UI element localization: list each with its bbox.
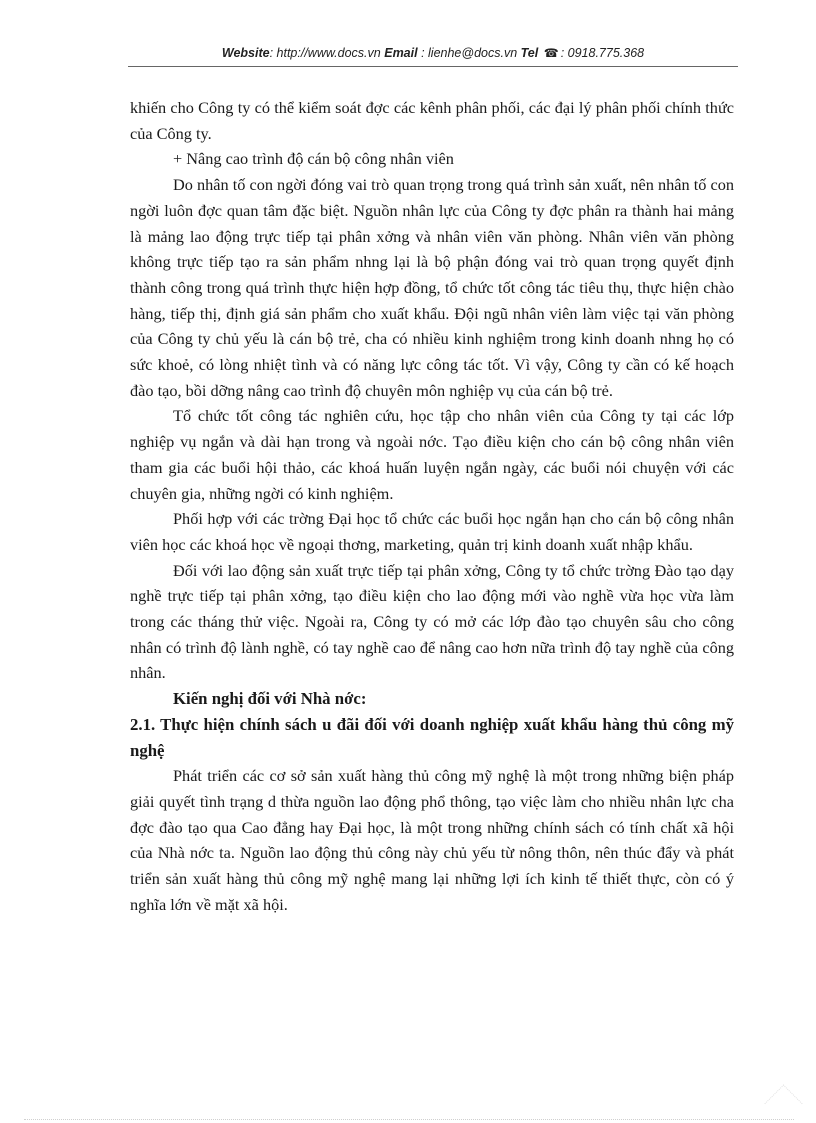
website-label: Website bbox=[221, 46, 270, 60]
email-label: Email bbox=[384, 46, 418, 60]
document-body bbox=[130, 95, 734, 918]
phone-icon: ☎ bbox=[543, 46, 559, 60]
paragraph-7: Phát triển các cơ sở sản xuất hàng thủ công mỹ nghệ là một trong những biện pháp giải quyết tình trạng d thừa nguồn lao động phổ thông, tạo việc làm cho nhiều nhân lực cha đợc đào tạo qua Cao đẳng hay Đại học, là một trong những chính sách có tính chất xã hội của Nhà nớc ta. Nguồn lao động thủ công này chủ yếu từ nông thôn, nên thúc đẩy và phát triển sản xuất hàng thủ công mỹ nghệ mang lại những lợi ích kinh tế thiết thực, còn có ý nghĩa lớn về mặt xã hội. bbox=[130, 766, 734, 914]
paragraph-2: + Nâng cao trình độ cán bộ công nhân viên bbox=[173, 149, 454, 169]
website-value: : http://www.docs.vn bbox=[269, 46, 381, 60]
tel-value: : 0918.775.368 bbox=[560, 46, 645, 60]
page-header bbox=[128, 46, 738, 60]
paragraph-4: Tổ chức tốt công tác nghiên cứu, học tập cho nhân viên của Công ty tại các lớp nghiệp vụ ngắn và dài hạn trong và ngoài nớc. Tạo điều kiện cho cán bộ công nhân viên tham gia các buổi hội thảo, các khoá huấn luyện ngắn ngày, các buổi nói chuyện với các chuyên gia, những ngời có kinh nghiệm. bbox=[130, 406, 734, 503]
tel-label: Tel bbox=[520, 46, 539, 60]
page-corner-mark bbox=[764, 1084, 802, 1122]
subsection-heading: 2.1. Thực hiện chính sách u đãi đối với doanh nghiệp xuất khẩu hàng thủ công mỹ nghệ bbox=[130, 714, 734, 760]
footer-dotted-rule bbox=[24, 1119, 794, 1120]
paragraph-1: khiến cho Công ty có thể kiểm soát đợc các kênh phân phối, các đại lý phân phối chính thức của Công ty. bbox=[130, 98, 734, 143]
email-value: : lienhe@docs.vn bbox=[421, 46, 518, 60]
section-heading: Kiến nghị đối với Nhà nớc: bbox=[173, 689, 367, 709]
paragraph-3: Do nhân tố con ngời đóng vai trò quan trọng trong quá trình sản xuất, nên nhân tố con ngời luôn đợc quan tâm đặc biệt. Nguồn nhân lực của Công ty đợc phân ra thành hai mảng là mảng lao động trực tiếp tại phân xởng và nhân viên văn phòng. Nhân viên văn phòng không trực tiếp tạo ra sản phẩm nhng lại là bộ phận đóng vai trò quan trọng quyết định thành công trong quá trình thực hiện hợp đồng, tổ chức tốt công tác tiêu thụ, thực hiện chào hàng, tiếp thị, định giá sản phẩm cho xuất khẩu. Đội ngũ nhân viên làm việc tại văn phòng của Công ty chủ yếu là cán bộ trẻ, cha có nhiều kinh nghiệm trong kinh doanh nhng họ có sức khoẻ, có lòng nhiệt tình và có năng lực công tác tốt. Vì vậy, Công ty cần có kế hoạch đào tạo, bồi dỡng nâng cao trình độ chuyên môn nghiệp vụ của cán bộ trẻ. bbox=[130, 175, 734, 400]
paragraph-5: Phối hợp với các trờng Đại học tổ chức các buổi học ngắn hạn cho cán bộ công nhân viên học các khoá học về ngoại thơng, marketing, quản trị kinh doanh xuất nhập khẩu. bbox=[130, 509, 734, 554]
paragraph-6: Đối với lao động sản xuất trực tiếp tại phân xởng, Công ty tổ chức trờng Đào tạo dạy nghề trực tiếp tại phân xởng, tạo điều kiện cho lao động mới vào nghề vừa học vừa làm trong các tháng thử việc. Ngoài ra, Công ty có mở các lớp đào tạo chuyên sâu cho công nhân có trình độ lành nghề, có tay nghề cao để nâng cao hơn nữa trình độ tay nghề của công nhân. bbox=[130, 560, 734, 683]
header-divider bbox=[128, 66, 738, 67]
